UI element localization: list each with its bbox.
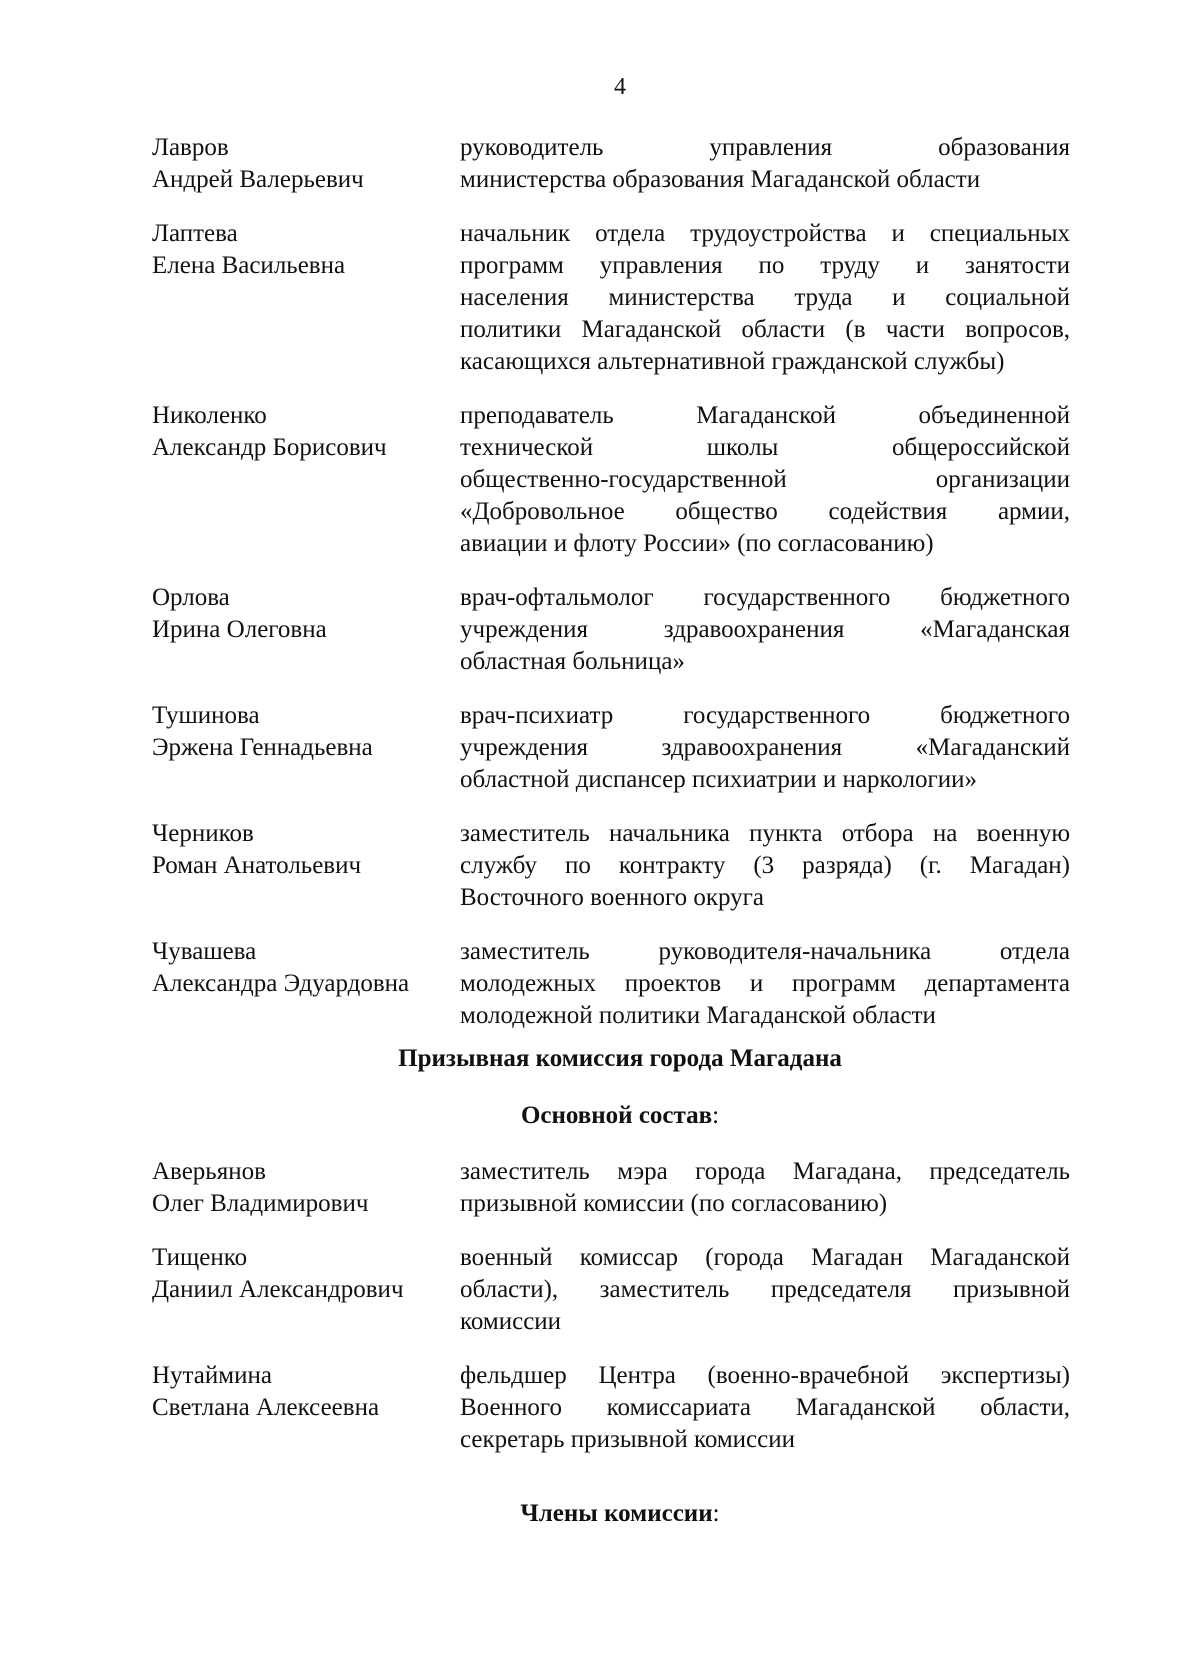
member-given-names: Александра Эдуардовна <box>152 970 410 997</box>
members-list-top <box>152 132 1070 1032</box>
role-line: населения министерства труда и социальной <box>460 284 1070 311</box>
member-given-names: Андрей Валерьевич <box>152 166 364 193</box>
member-entry <box>152 582 1070 678</box>
role-line: касающихся альтернативной гражданской службы) <box>460 348 1005 375</box>
member-surname: Чувашева <box>152 938 257 965</box>
role-line: врач-психиатр государственного бюджетного <box>460 702 1070 729</box>
member-name <box>152 1242 460 1338</box>
member-given-names: Олег Владимирович <box>152 1190 369 1217</box>
role-line: учреждения здравоохранения «Магаданский <box>460 734 1070 761</box>
member-entry <box>152 818 1070 914</box>
member-surname: Тушинова <box>152 702 260 729</box>
role-line: министерства образования Магаданской области <box>460 166 981 193</box>
member-surname: Черников <box>152 820 254 847</box>
member-name <box>152 132 460 196</box>
commission-members-heading <box>0 1500 1200 1528</box>
member-role <box>460 700 1070 796</box>
role-line: заместитель мэра города Магадана, председатель <box>460 1158 1070 1185</box>
member-entry <box>152 400 1070 560</box>
member-name <box>152 818 460 914</box>
role-line: призывной комиссии (по согласованию) <box>460 1190 888 1217</box>
member-entry <box>152 700 1070 796</box>
member-name <box>152 582 460 678</box>
role-line: областная больница» <box>460 648 685 675</box>
member-name <box>152 218 460 378</box>
member-entry <box>152 1360 1070 1456</box>
role-line: начальник отдела трудоустройства и специальных <box>460 220 1070 247</box>
role-line: военный комиссар (города Магадан Магаданской <box>460 1244 1070 1271</box>
role-line: общественно-государственной организации <box>460 466 1070 493</box>
member-name <box>152 1156 460 1220</box>
member-entry <box>152 132 1070 196</box>
role-line: заместитель начальника пункта отбора на военную <box>460 820 1070 847</box>
member-entry <box>152 1156 1070 1220</box>
member-role <box>460 218 1070 378</box>
member-name <box>152 700 460 796</box>
role-line: службу по контракту (3 разряда) (г. Магадан) <box>460 852 1070 879</box>
member-entry <box>152 218 1070 378</box>
member-role <box>460 818 1070 914</box>
member-role <box>460 582 1070 678</box>
member-surname: Лавров <box>152 134 229 161</box>
role-line: преподаватель Магаданской объединенной <box>460 402 1070 429</box>
role-line: комиссии <box>460 1308 562 1335</box>
role-line: Восточного военного округа <box>460 884 765 911</box>
member-surname: Тищенко <box>152 1244 248 1271</box>
member-surname: Лаптева <box>152 220 238 247</box>
heading-colon: : <box>712 1102 720 1129</box>
role-line: технической школы общероссийской <box>460 434 1070 461</box>
member-given-names: Эржена Геннадьевна <box>152 734 373 761</box>
heading-colon: : <box>712 1500 720 1527</box>
member-name <box>152 1360 460 1456</box>
member-entry <box>152 936 1070 1032</box>
role-line: заместитель руководителя-начальника отдела <box>460 938 1070 965</box>
commission-title-text: Призывная комиссия города Магадана <box>398 1045 842 1072</box>
role-line: молодежной политики Магаданской области <box>460 1002 936 1029</box>
member-given-names: Александр Борисович <box>152 434 387 461</box>
member-given-names: Роман Анатольевич <box>152 852 362 879</box>
role-line: секретарь призывной комиссии <box>460 1426 796 1453</box>
member-surname: Аверьянов <box>152 1158 266 1185</box>
role-line: «Добровольное общество содействия армии, <box>460 498 1070 525</box>
member-role <box>460 1242 1070 1338</box>
member-role <box>460 936 1070 1032</box>
members-list-main <box>152 1156 1070 1456</box>
main-composition-heading <box>0 1102 1200 1130</box>
role-line: программ управления по труду и занятости <box>460 252 1070 279</box>
role-line: учреждения здравоохранения «Магаданская <box>460 616 1070 643</box>
member-role <box>460 400 1070 560</box>
main-composition-label: Основной состав <box>520 1102 713 1129</box>
member-surname: Нутаймина <box>152 1362 272 1389</box>
role-line: областной диспансер психиатрии и наркологии» <box>460 766 978 793</box>
member-name <box>152 400 460 560</box>
member-role <box>460 1360 1070 1456</box>
role-line: молодежных проектов и программ департамента <box>460 970 1070 997</box>
commission-title <box>0 1045 1200 1073</box>
member-given-names: Даниил Александрович <box>152 1276 404 1303</box>
role-line: Военного комиссариата Магаданской области, <box>460 1394 1070 1421</box>
member-role <box>460 1156 1070 1220</box>
member-entry <box>152 1242 1070 1338</box>
role-line: руководитель управления образования <box>460 134 1070 161</box>
role-line: политики Магаданской области (в части вопросов, <box>460 316 1070 343</box>
commission-members-label: Члены комиссии <box>520 1500 713 1527</box>
member-name <box>152 936 460 1032</box>
member-given-names: Светлана Алексеевна <box>152 1394 380 1421</box>
member-role <box>460 132 1070 196</box>
page-number: 4 <box>614 74 626 100</box>
member-given-names: Ирина Олеговна <box>152 616 327 643</box>
role-line: области), заместитель председателя призывной <box>460 1276 1070 1303</box>
member-surname: Орлова <box>152 584 230 611</box>
member-given-names: Елена Васильевна <box>152 252 346 279</box>
role-line: авиации и флоту России» (по согласованию) <box>460 530 934 557</box>
role-line: фельдшер Центра (военно-врачебной экспертизы) <box>460 1362 1070 1389</box>
member-surname: Николенко <box>152 402 267 429</box>
role-line: врач-офтальмолог государственного бюджетного <box>460 584 1070 611</box>
